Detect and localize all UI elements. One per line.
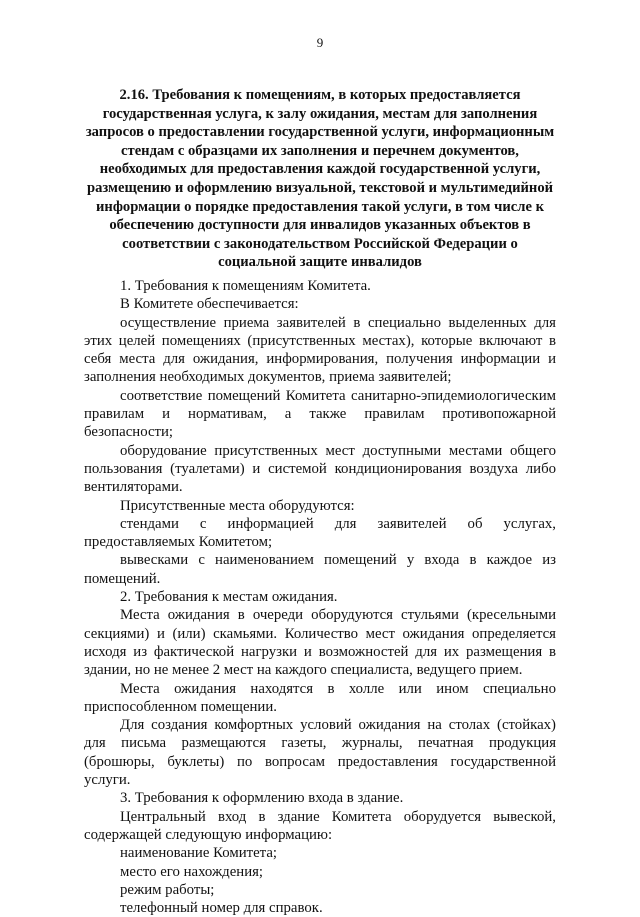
paragraph: стендами с информацией для заявителей об услугах, предоставляемых Комитетом; xyxy=(84,515,556,551)
page-number: 9 xyxy=(316,35,324,50)
paragraph: Места ожидания находятся в холле или ином специально приспособленном помещении. xyxy=(84,680,556,715)
paragraph: оборудование присутственных мест доступными местами общего пользования (туалетами) и системой кондиционирования воздуха либо вентиляторами. xyxy=(84,442,556,496)
paragraph: вывесками с наименованием помещений у входа в каждое из помещений. xyxy=(84,552,556,587)
paragraph: соответствие помещений Комитета санитарно-эпидемиологическим правилам и нормативам, а также правилам противопожарной безопасности; xyxy=(84,387,556,441)
paragraph: Присутственные места оборудуются: xyxy=(120,497,355,514)
paragraph: телефонный номер для справок. xyxy=(120,900,323,917)
paragraph: Для создания комфортных условий ожидания на столах (стойках) для письма размещаются газеты, журналы, печатная продукция (брошюры, буклеты) по вопросам предоставления государственной услуги. xyxy=(84,717,556,789)
paragraph: Центральный вход в здание Комитета оборудуется вывеской, содержащей следующую информацию: xyxy=(84,808,556,843)
paragraph: 1. Требования к помещениям Комитета. xyxy=(120,278,371,294)
paragraph: наименование Комитета; xyxy=(120,845,278,862)
paragraph: осуществление приема заявителей в специально выделенных для этих целей помещениях (присутственных местах), которые включают в себя места для ожидания, информирования, получения информации и заполнения необходимых документов, приема заявителей; xyxy=(84,314,556,386)
paragraph: В Комитете обеспечивается: xyxy=(120,296,299,313)
paragraph: Места ожидания в очереди оборудуются стульями (кресельными секциями) и (или) скамьями. Количество мест ожидания определяется исходя из фактической нагрузки и возможностей для их размещения в здании, но не менее 2 мест на каждого специалиста, ведущего прием. xyxy=(84,607,556,679)
document-body xyxy=(84,277,556,917)
paragraph: 3. Требования к оформлению входа в здание. xyxy=(120,790,404,807)
paragraph: 2. Требования к местам ожидания. xyxy=(120,589,338,606)
section-heading: 2.16. Требования к помещениям, в которых предоставляется государственная услуга, к залу ожидания, местам для заполнения запросов о предоставлении государственной услуги, информационным стендам с образцами их заполнения и перечнем документов, необходимых для предоставления каждой государственной услуги, размещению и оформлению визуальной, текстовой и мультимедийной информации о порядке предоставления такой услуги, в том числе к обеспечению доступности для инвалидов указанных объектов в соответствии с законодательством Российской Федерации о социальной защите инвалидов xyxy=(85,87,555,271)
paragraph: место его нахождения; xyxy=(120,863,264,880)
paragraph: режим работы; xyxy=(120,881,215,898)
